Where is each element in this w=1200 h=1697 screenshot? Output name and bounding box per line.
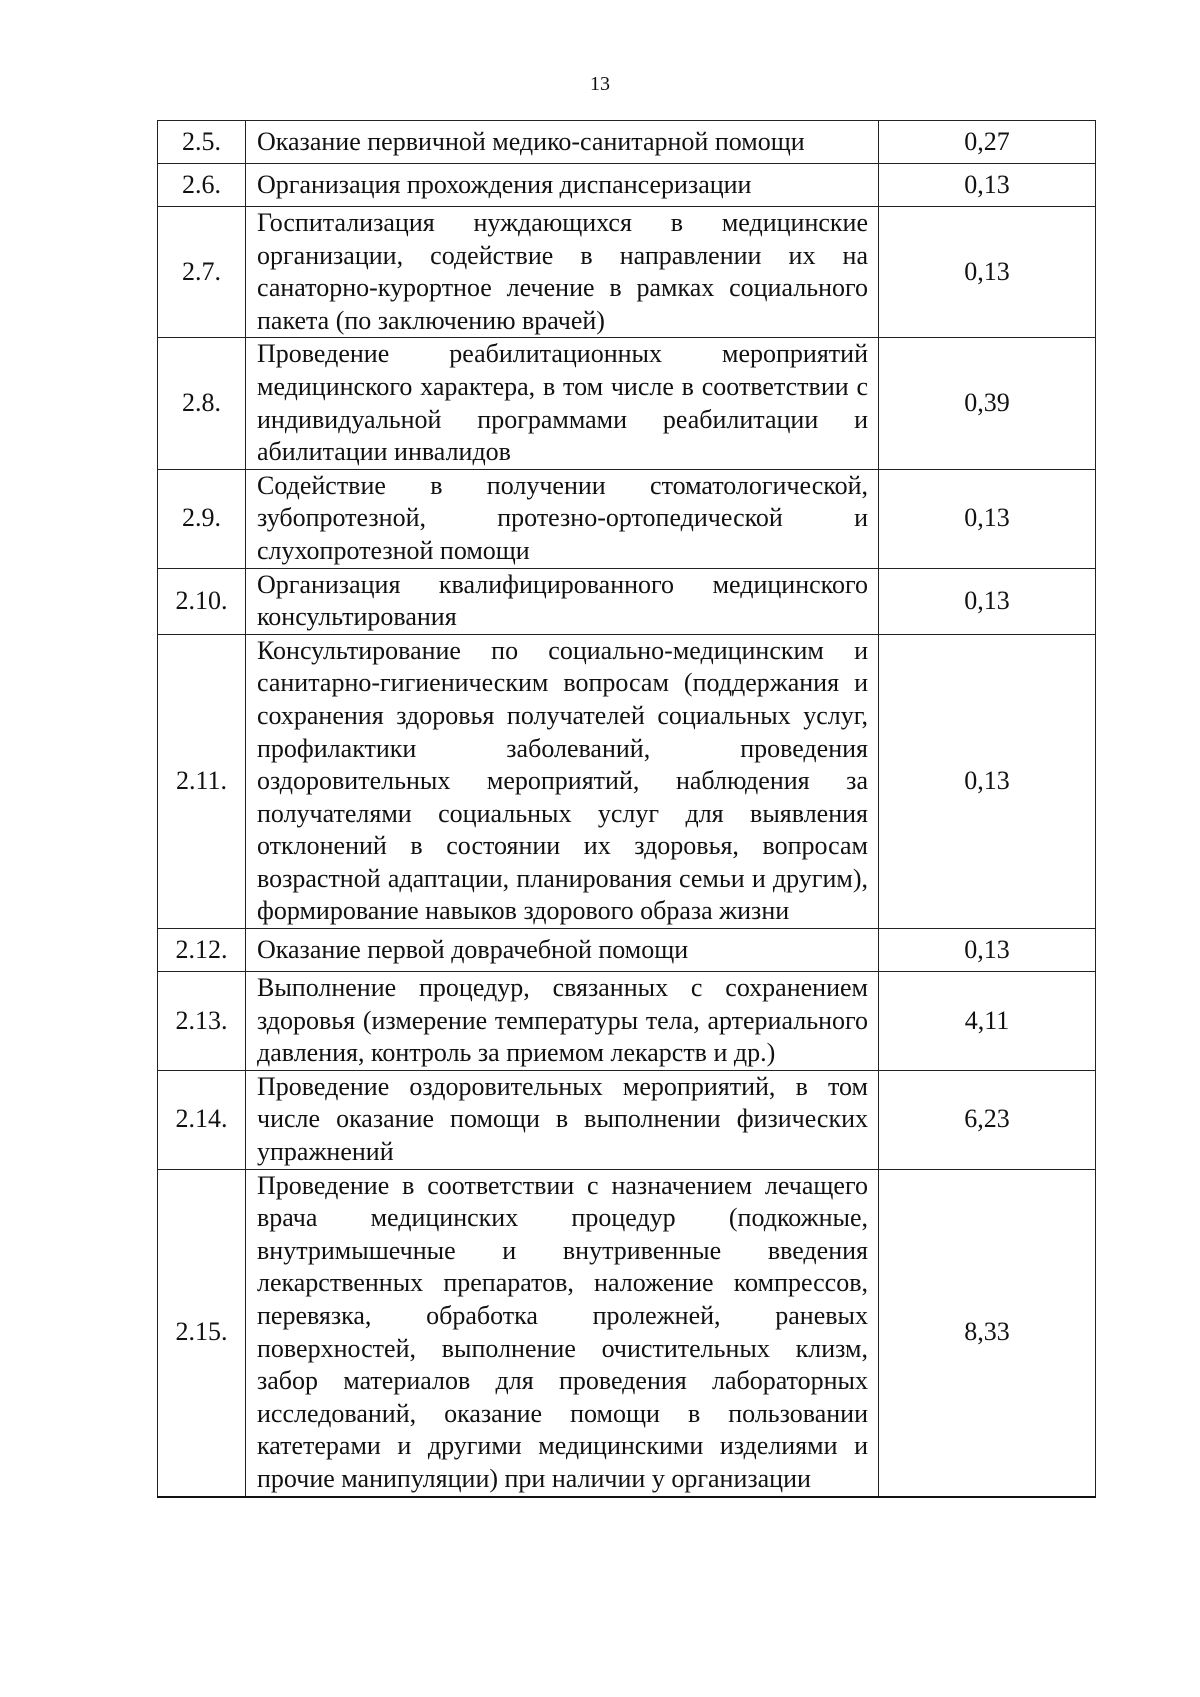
item-number: 2.10. <box>158 568 246 634</box>
table-row <box>158 121 1096 164</box>
table-row <box>158 634 1096 928</box>
service-value: 0,13 <box>879 469 1096 568</box>
service-description: Организация прохождения диспансеризации <box>246 164 879 207</box>
item-number: 2.5. <box>158 121 246 164</box>
service-description: Оказание первичной медико-санитарной помощи <box>246 121 879 164</box>
service-description: Выполнение процедур, связанных с сохранением здоровья (измерение температуры тела, артериального давления, контроль за приемом лекарств и др.) <box>246 972 879 1071</box>
service-description: Проведение оздоровительных мероприятий, в том числе оказание помощи в выполнении физических упражнений <box>246 1070 879 1169</box>
item-number: 2.12. <box>158 929 246 972</box>
service-description: Содействие в получении стоматологической, зубопротезной, протезно-ортопедической и слухопротезной помощи <box>246 469 879 568</box>
page-number: 13 <box>590 73 610 95</box>
service-value: 0,13 <box>879 634 1096 928</box>
service-description: Госпитализация нуждающихся в медицинские организации, содействие в направлении их на санаторно-курортное лечение в рамках социального пакета (по заключению врачей) <box>246 207 879 338</box>
item-number: 2.11. <box>158 634 246 928</box>
table-row <box>158 972 1096 1071</box>
table-row <box>158 1169 1096 1496</box>
table-row <box>158 929 1096 972</box>
item-number: 2.6. <box>158 164 246 207</box>
table-row <box>158 568 1096 634</box>
item-number: 2.13. <box>158 972 246 1071</box>
service-description: Проведение в соответствии с назначением лечащего врача медицинских процедур (подкожные, внутримышечные и внутривенные введения лекарственных препаратов, наложение компрессов, перевязка, обработка пролежней, раневых поверхностей, выполнение очистительных клизм, забор материалов для проведения лабораторных исследований, оказание помощи в пользовании катетерами и другими медицинскими изделиями и прочие манипуляции) при наличии у организации <box>246 1169 879 1496</box>
service-value: 8,33 <box>879 1169 1096 1496</box>
item-number: 2.15. <box>158 1169 246 1496</box>
item-number: 2.14. <box>158 1070 246 1169</box>
item-number: 2.8. <box>158 338 246 469</box>
service-description: Проведение реабилитационных мероприятий медицинского характера, в том числе в соответствии с индивидуальной программами реабилитации и абилитации инвалидов <box>246 338 879 469</box>
item-number: 2.7. <box>158 207 246 338</box>
service-value: 6,23 <box>879 1070 1096 1169</box>
table-row <box>158 207 1096 338</box>
service-value: 0,13 <box>879 929 1096 972</box>
service-description: Организация квалифицированного медицинского консультирования <box>246 568 879 634</box>
service-value: 0,39 <box>879 338 1096 469</box>
table-row <box>158 338 1096 469</box>
service-value: 0,13 <box>879 164 1096 207</box>
service-value: 4,11 <box>879 972 1096 1071</box>
service-value: 0,13 <box>879 207 1096 338</box>
service-description: Консультирование по социально-медицинским и санитарно-гигиеническим вопросам (поддержания и сохранения здоровья получателей социальных услуг, профилактики заболеваний, проведения оздоровительных мероприятий, наблюдения за получателями социальных услуг для выявления отклонений в состоянии их здоровья, вопросам возрастной адаптации, планирования семьи и другим), формирование навыков здорового образа жизни <box>246 634 879 928</box>
service-description: Оказание первой доврачебной помощи <box>246 929 879 972</box>
service-value: 0,13 <box>879 568 1096 634</box>
table-row <box>158 469 1096 568</box>
service-value: 0,27 <box>879 121 1096 164</box>
services-table <box>157 120 1096 1498</box>
item-number: 2.9. <box>158 469 246 568</box>
table-row <box>158 164 1096 207</box>
table-row <box>158 1070 1096 1169</box>
